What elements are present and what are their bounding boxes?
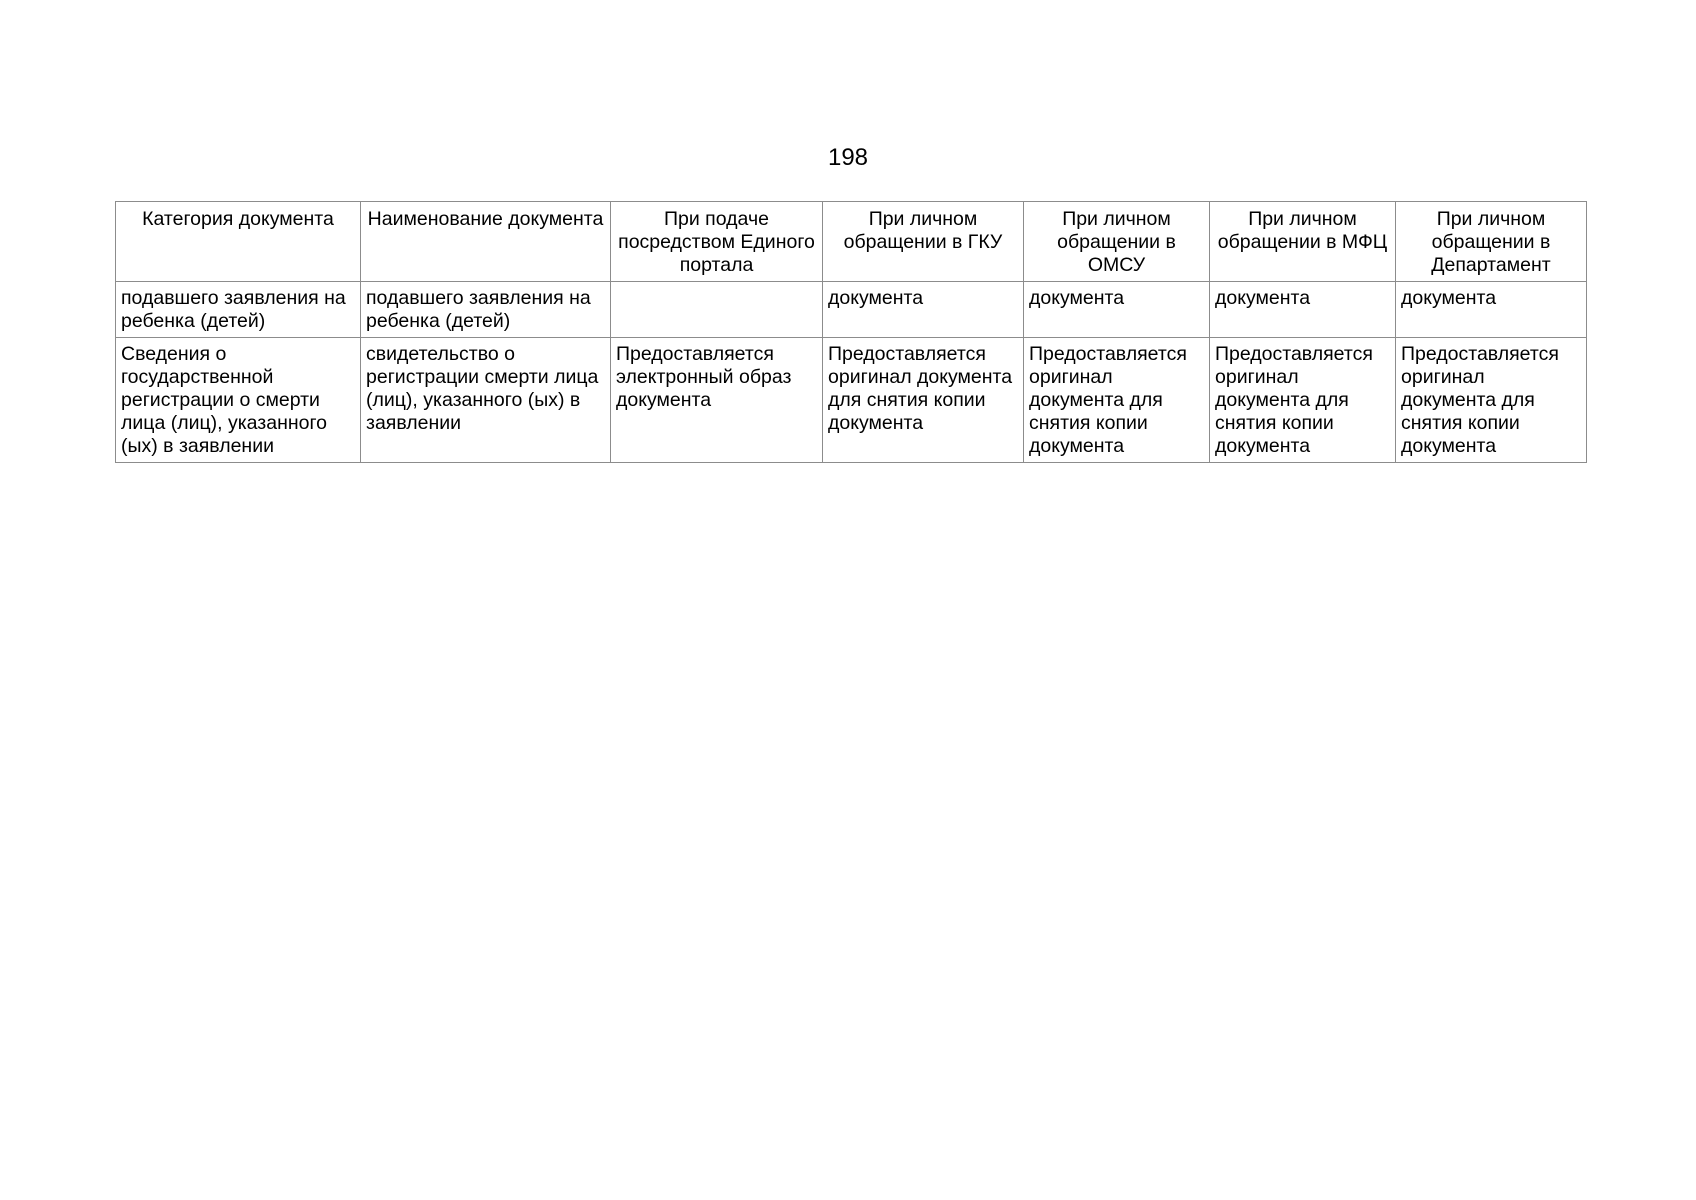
header-gku: При личном обращении в ГКУ <box>823 202 1024 282</box>
table-cell: Предоставляется оригинал документа для снятия копии документа <box>823 338 1024 463</box>
table-cell: документа <box>1210 282 1396 338</box>
table-row <box>116 282 1587 338</box>
table-cell: подавшего заявления на ребенка (детей) <box>116 282 361 338</box>
table-cell: подавшего заявления на ребенка (детей) <box>361 282 611 338</box>
page-number: 198 <box>827 144 869 171</box>
table-cell <box>611 282 823 338</box>
header-omsu: При личном обращении в ОМСУ <box>1024 202 1210 282</box>
table-cell: Сведения о государственной регистрации о смерти лица (лиц), указанного (ых) в заявлении <box>116 338 361 463</box>
table-cell: документа <box>1024 282 1210 338</box>
table-cell: Предоставляется оригинал документа для снятия копии документа <box>1024 338 1210 463</box>
header-mfc: При личном обращении в МФЦ <box>1210 202 1396 282</box>
table-row <box>116 338 1587 463</box>
table-header-row <box>116 202 1587 282</box>
table-cell: Предоставляется электронный образ документа <box>611 338 823 463</box>
header-document-category: Категория документа <box>116 202 361 282</box>
table-cell: документа <box>823 282 1024 338</box>
table-cell: Предоставляется оригинал документа для снятия копии документа <box>1396 338 1587 463</box>
header-document-name: Наименование документа <box>361 202 611 282</box>
header-department: При личном обращении в Департамент <box>1396 202 1587 282</box>
table-cell: документа <box>1396 282 1587 338</box>
table-cell: свидетельство о регистрации смерти лица (лиц), указанного (ых) в заявлении <box>361 338 611 463</box>
table-cell: Предоставляется оригинал документа для снятия копии документа <box>1210 338 1396 463</box>
header-unified-portal: При подаче посредством Единого портала <box>611 202 823 282</box>
documents-table <box>115 201 1587 463</box>
